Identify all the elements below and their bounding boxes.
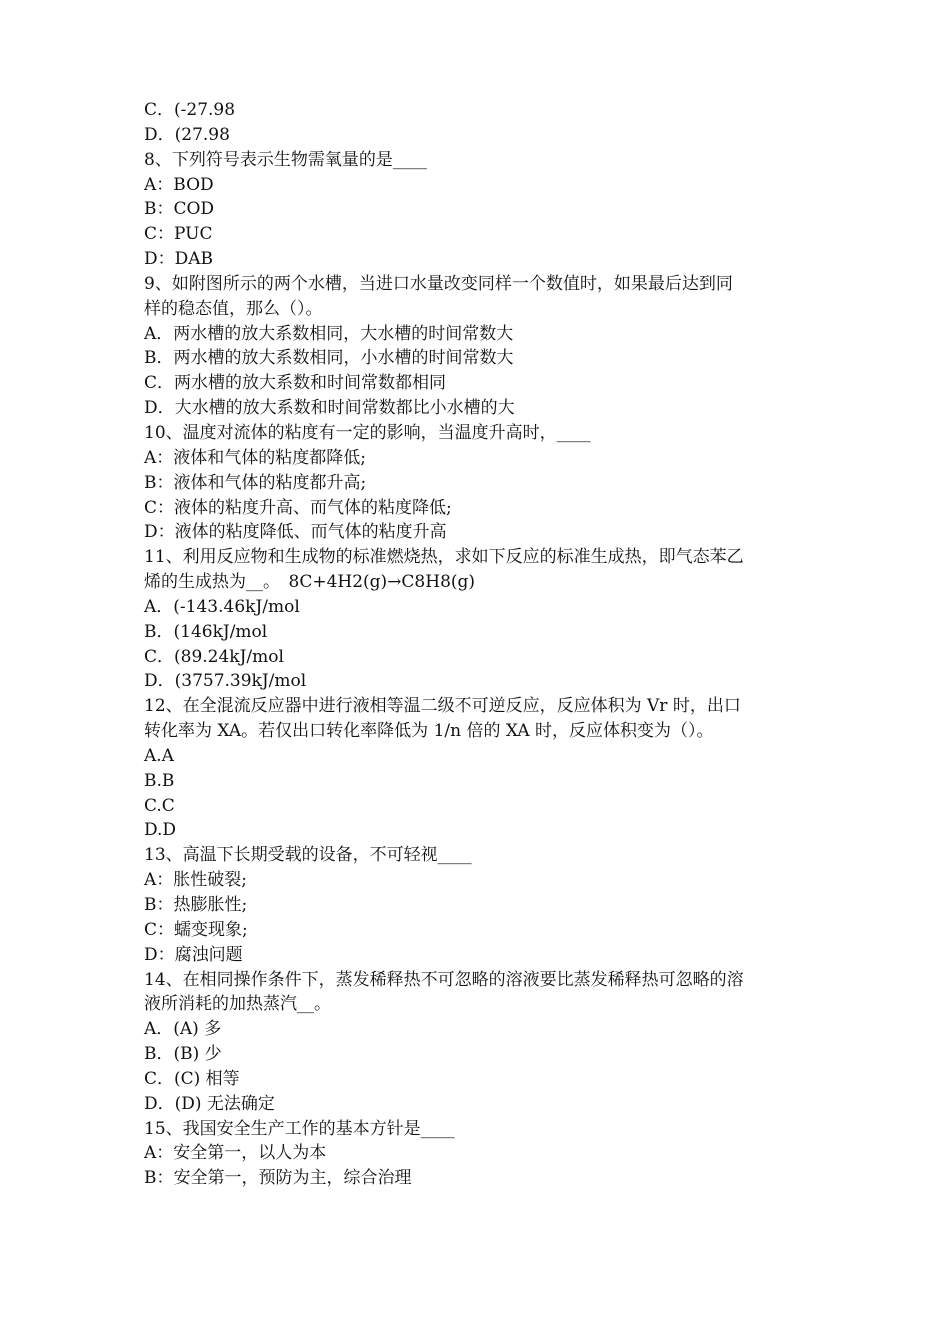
- text-line: C：蠕变现象;: [144, 919, 248, 940]
- text-line: C．(89.24kJ/mol: [144, 646, 284, 667]
- text-line: C．两水槽的放大系数和时间常数都相同: [144, 373, 447, 394]
- question-13: 13、高温下长期受载的设备，不可轻视____: [144, 845, 472, 866]
- text-line: D.D: [144, 820, 177, 841]
- question-14: 14、在相同操作条件下，蒸发稀释热不可忽略的溶液要比蒸发稀释热可忽略的溶: [144, 969, 744, 990]
- document-page: [144, 98, 810, 1191]
- text-line: B．(B) 少: [144, 1044, 222, 1065]
- text-line: D：DAB: [144, 249, 214, 270]
- text-line: C：液体的粘度升高、而气体的粘度降低;: [144, 497, 452, 518]
- text-line: C：PUC: [144, 224, 213, 245]
- text-line: A.A: [144, 745, 174, 766]
- text-line: 烯的生成热为__。 8C+4H2(g)→C8H8(g): [144, 572, 476, 593]
- text-line: B.B: [144, 770, 175, 791]
- text-line: A．两水槽的放大系数相同，大水槽的时间常数大: [144, 323, 514, 344]
- question-15: 15、我国安全生产工作的基本方针是____: [144, 1118, 455, 1139]
- text-line: B：安全第一，预防为主，综合治理: [144, 1168, 412, 1189]
- question-10: 10、温度对流体的粘度有一定的影响，当温度升高时，____: [144, 422, 591, 443]
- text-line: D．(D) 无法确定: [144, 1093, 275, 1114]
- text-line: B：热膨胀性;: [144, 895, 248, 915]
- text-line: 液所消耗的加热蒸汽__。: [144, 994, 331, 1015]
- text-line: A：液体和气体的粘度都降低;: [144, 447, 367, 468]
- question-8: 8、下列符号表示生物需氧量的是____: [144, 149, 427, 170]
- text-line: D：腐浊问题: [144, 944, 243, 965]
- text-line: B：COD: [144, 199, 215, 220]
- text-line: B．两水槽的放大系数相同，小水槽的时间常数大: [144, 348, 514, 369]
- text-line: A：BOD: [144, 174, 214, 195]
- text-line: D：液体的粘度降低、而气体的粘度升高: [144, 522, 447, 543]
- question-12: 12、在全混流反应器中进行液相等温二级不可逆反应，反应体积为 Vr 时，出口: [144, 696, 741, 717]
- text-line: A：安全第一，以人为本: [144, 1143, 327, 1164]
- text-line: A：胀性破裂;: [144, 870, 248, 891]
- text-line: D．(27.98: [144, 124, 230, 145]
- text-line: B：液体和气体的粘度都升高;: [144, 472, 367, 493]
- text-line: D．大水槽的放大系数和时间常数都比小水槽的大: [144, 398, 515, 419]
- text-line: 转化率为 XA。若仅出口转化率降低为 1/n 倍的 XA 时，反应体积变为（）。: [144, 721, 714, 742]
- text-line: 样的稳态值，那么（）。: [144, 298, 323, 319]
- text-line: C.C: [144, 795, 175, 816]
- text-line: B．(146kJ/mol: [144, 621, 268, 642]
- text-line: C．(-27.98: [144, 100, 236, 120]
- question-11: 11、利用反应物和生成物的标准燃烧热，求如下反应的标准生成热，即气态苯乙: [144, 547, 744, 568]
- question-9: 9、如附图所示的两个水槽，当进口水量改变同样一个数值时，如果最后达到同: [144, 273, 733, 294]
- text-line: C．(C) 相等: [144, 1068, 240, 1089]
- text-line: A．(A) 多: [144, 1019, 222, 1040]
- text-line: D．(3757.39kJ/mol: [144, 671, 307, 692]
- text-line: A．(-143.46kJ/mol: [144, 596, 300, 617]
